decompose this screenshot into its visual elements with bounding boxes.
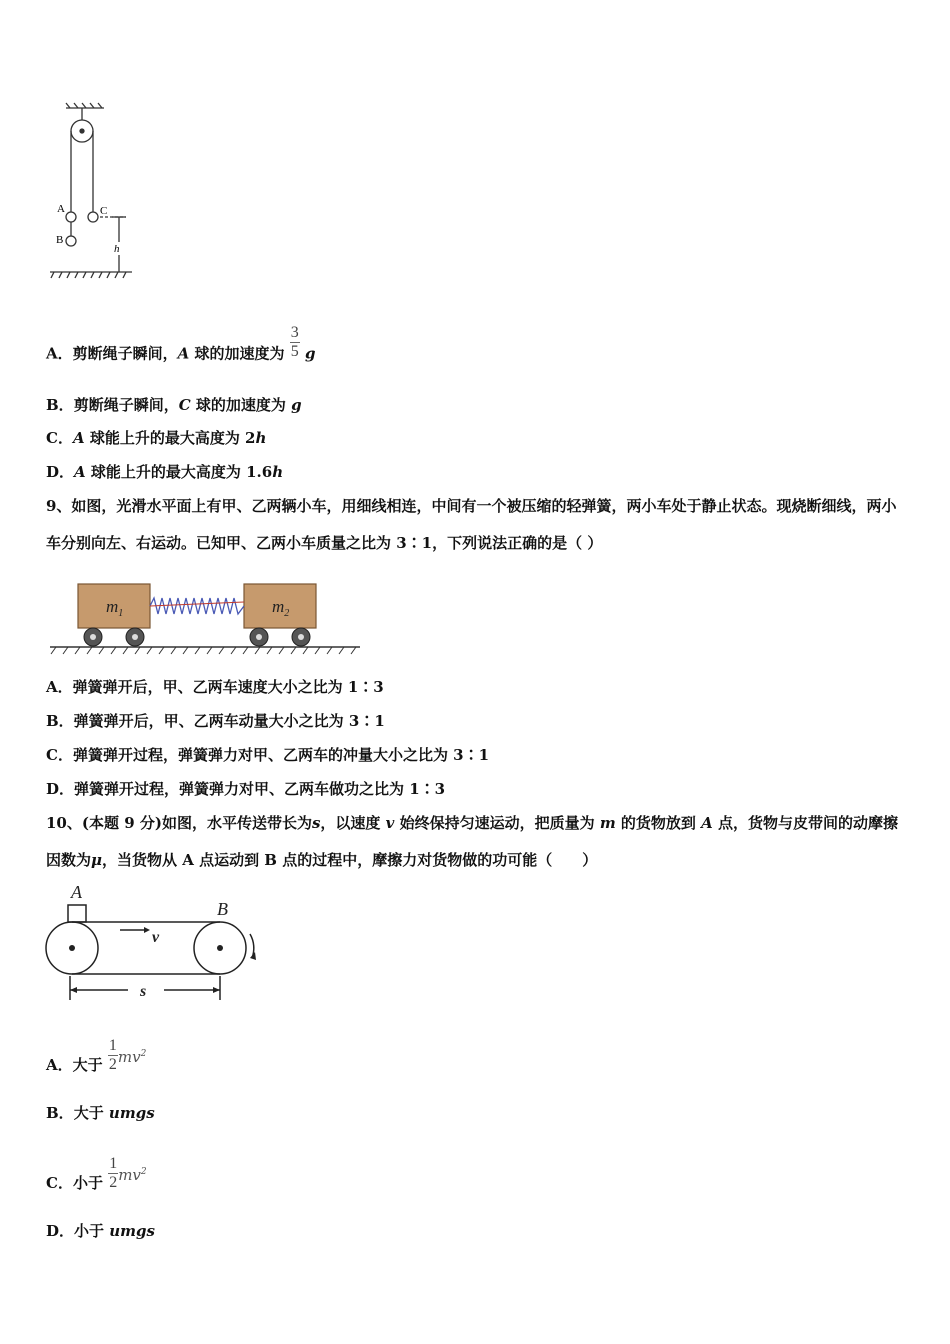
carts-spring-figure <box>46 578 364 662</box>
q9-option-c: C．弹簧弹开过程，弹簧弹力对甲、乙两车的冲量大小之比为 3∶1 <box>46 746 490 764</box>
q8-option-c: C．A 球能上升的最大高度为 2h <box>46 429 267 447</box>
q10-option-a: A．大于 $\frac{1}{2}$ $mv^2$ <box>46 1036 147 1074</box>
conveyor-belt-figure <box>40 878 270 1003</box>
q9-option-b: B．弹簧弹开后，甲、乙两车动量大小之比为 3∶1 <box>46 712 385 730</box>
q10-option-d: D．小于 umgs <box>46 1222 155 1240</box>
fraction: $\frac{1}{2}$ <box>109 1154 118 1191</box>
q9-option-a: A．弹簧弹开后，甲、乙两车速度大小之比为 1∶3 <box>46 678 384 696</box>
q9-stem: 9、如图，光滑水平面上有甲、乙两辆小车，用细线相连，中间有一个被压缩的轻弹簧，两小车处于静止状态。现烧断细线，两小车分别向左、右运动。已知甲、乙两小车质量之比为 3∶1，下列说法正确的是（ ） <box>46 497 897 552</box>
q10-option-b: B．大于 umgs <box>46 1104 155 1122</box>
label-b: B <box>217 899 228 919</box>
label-a: A <box>71 882 82 902</box>
fraction: $\frac{3}{5}$ <box>290 324 299 360</box>
fraction: $\frac{1}{2}$ <box>108 1036 117 1073</box>
label-a: A <box>57 203 65 215</box>
q10-stem: 10、(本题 9 分)如图，水平传送带长为s，以速度 v 始终保持匀速运动，把质量为 m 的货物放到 A 点，货物与皮带间的动摩擦因数为μ，当货物从 A 点运动到 B 点的过程中，摩擦力对货物做的功可能（ ） <box>46 814 899 869</box>
label-h: h <box>114 243 120 255</box>
label-v: v <box>152 929 160 946</box>
q8-option-b: B．剪断绳子瞬间，C 球的加速度为 g <box>46 396 302 414</box>
q8-option-d: D．A 球能上升的最大高度为 1.6h <box>46 463 284 481</box>
pulley-figure <box>40 100 150 285</box>
label-b: B <box>56 234 64 246</box>
label-m2: $m_2$ <box>272 597 290 619</box>
q8-option-a: A．剪断绳子瞬间，A 球的加速度为 $\frac{3}{5}$ g <box>46 324 316 363</box>
label-c: C <box>100 205 108 217</box>
label-m1: $m_1$ <box>106 597 124 619</box>
q9-option-d: D．弹簧弹开过程，弹簧弹力对甲、乙两车做功之比为 1∶3 <box>46 780 446 798</box>
label-s: s <box>140 983 147 1000</box>
q10-option-c: C．小于 $\frac{1}{2}$ $mv^2$ <box>46 1154 147 1192</box>
